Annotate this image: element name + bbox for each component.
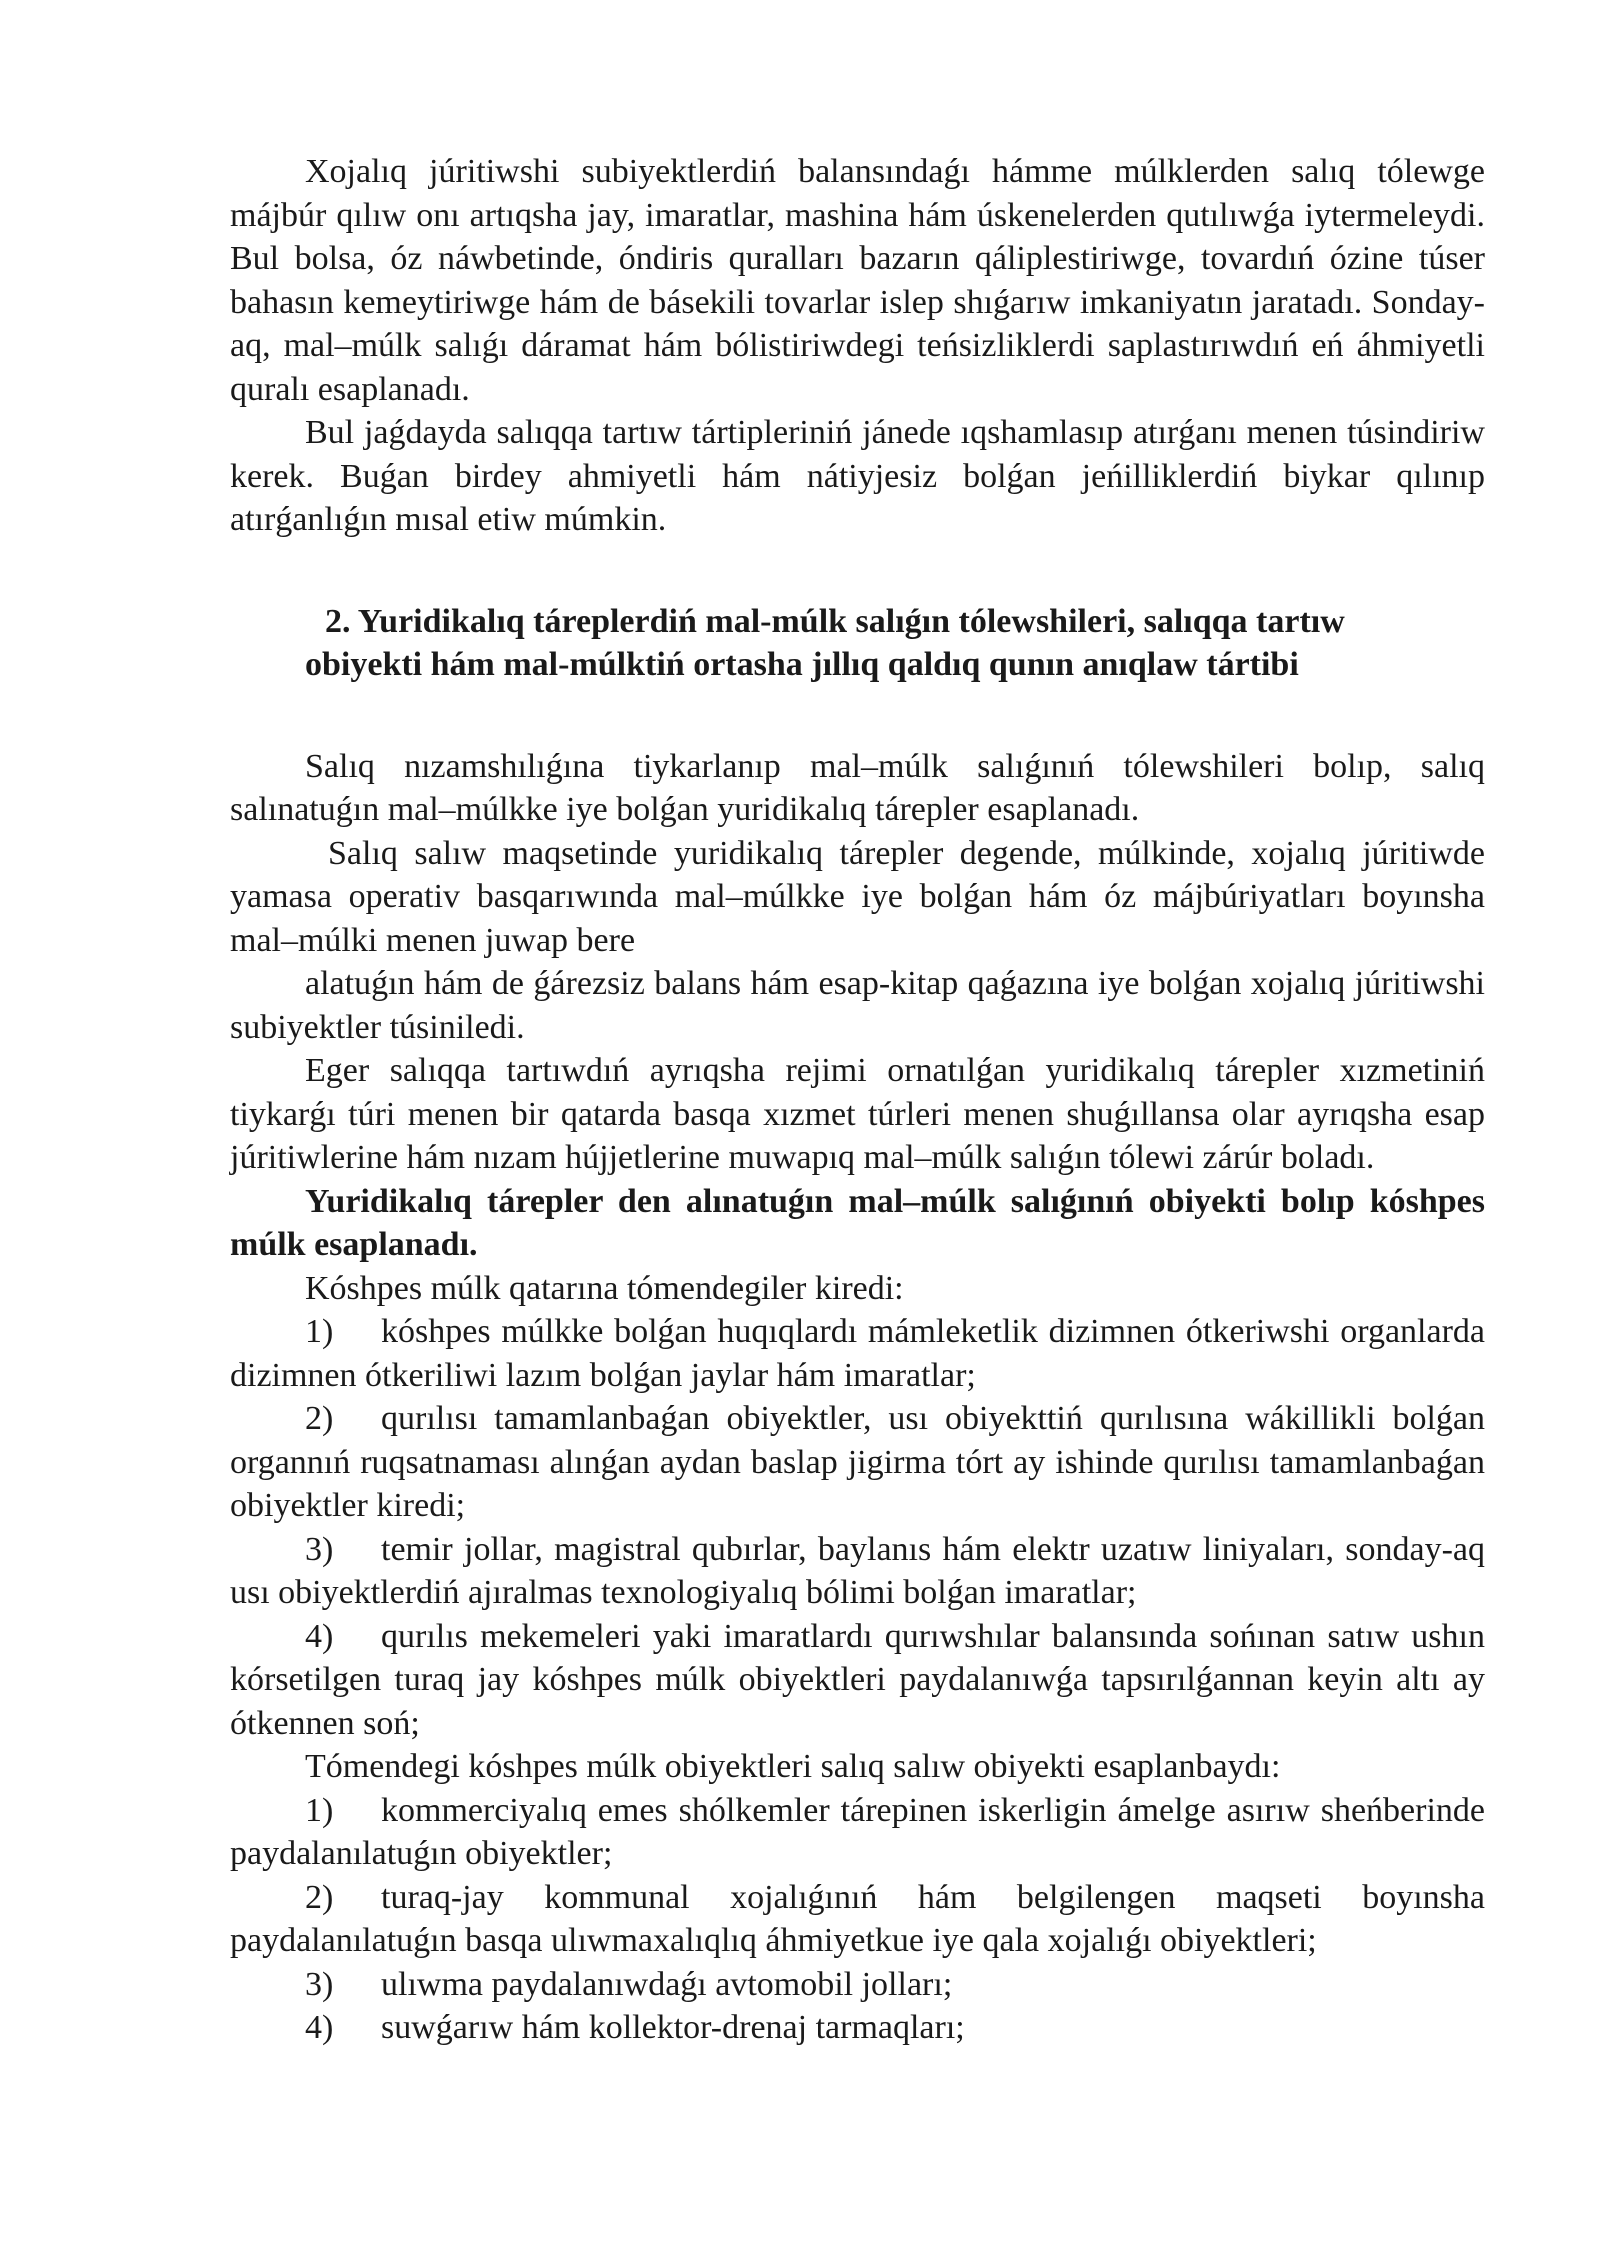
- section-heading-line: 2. Yuridikalıq táreplerdiń mal-múlk salıǵın tólewshileri, salıqqa tartıw: [325, 602, 1345, 640]
- list-item-text: kóshpes múlkke bolǵan huqıqlardı mámleketlik dizimnen ótkeriwshi organlarda dizimnen ótkeriliwi lazım bolǵan jaylar hám imaratlar;: [230, 1313, 1485, 1394]
- paragraph: Salıq salıw maqsetinde yuridikalıq tárepler degende, múlkinde, xojalıq júritiwde yamasa operativ basqarıwında mal–múlkke iye bolǵan hám óz májbúriyatları boyınsha mal–múlki menen juwap bere: [230, 834, 1485, 959]
- list-item-text: ulıwma paydalanıwdaǵı avtomobil jolları;: [381, 1965, 953, 2003]
- paragraph: Tómendegi kóshpes múlk obiyektleri salıq salıw obiyekti esaplanbaydı:: [305, 1748, 1281, 1785]
- list-exempt-objects: [230, 1789, 1485, 2050]
- list-item-text: kommerciyalıq emes shólkemler tárepinen iskerligin ámelge asırıw sheńberinde paydalanılatuǵın obiyektler;: [230, 1791, 1485, 1872]
- list-item: [230, 1397, 1485, 1528]
- list-item: [230, 1876, 1485, 1963]
- list-item-number: 3): [305, 1965, 334, 2003]
- list-item: [230, 2006, 1485, 2050]
- list-item-number: 1): [305, 1313, 334, 1350]
- list-taxable-objects: [230, 1310, 1485, 1745]
- document-page: [230, 150, 1485, 2050]
- section-heading-line: obiyekti hám mal-múlktiń ortasha jıllıq qaldıq qunın anıqlaw tártibi: [305, 646, 1299, 683]
- paragraph: Salıq nızamshılıǵına tiykarlanıp mal–múlk salıǵınıń tólewshileri bolıp, salıq salınatuǵın mal–múlkke iye bolǵan yuridikalıq tárepler esaplanadı.: [230, 747, 1485, 828]
- list-item: [230, 1789, 1485, 1876]
- list-item-number: 3): [305, 1530, 334, 1568]
- section-heading: [305, 600, 1485, 687]
- list-item: [230, 1615, 1485, 1746]
- list-item-text: temir jollar, magistral qubırlar, baylanıs hám elektr uzatıw liniyaları, sonday-aq usı obiyektlerdiń ajıralmas texnologiyalıq bólimi bolǵan imaratlar;: [230, 1530, 1485, 1611]
- list-item: [230, 1528, 1485, 1615]
- list-item-text: suwǵarıw hám kollektor-drenaj tarmaqları;: [381, 2009, 965, 2046]
- list-item-text: qurılıs mekemeleri yaki imaratlardı qurıwshılar balansında sońınan satıw ushın kórsetilgen turaq jay kóshpes múlk obiyektleri paydalanıwǵa tapsırılǵannan keyin altı ay ótkennen soń;: [230, 1617, 1485, 1742]
- list-item: [230, 1310, 1485, 1397]
- list-item-text: qurılısı tamamlanbaǵan obiyektler, usı obiyekttiń qurılısına wákillikli bolǵan organnıń ruqsatnaması alınǵan aydan baslap jigirma tórt ay ishinde qurılısı tamamlanbaǵan obiyektler kiredi;: [230, 1400, 1485, 1524]
- bold-paragraph: Yuridikalıq tárepler den alınatuǵın mal–múlk salıǵınıń obiyekti bolıp kóshpes múlk esaplanadı.: [230, 1182, 1485, 1263]
- paragraph: Xojalıq júritiwshi subiyektlerdiń balansındaǵı hámme múlklerden salıq tólewge májbúr qılıw onı artıqsha jay, imaratlar, mashina hám úskenelerden qutılıwǵa iytermeleydi. Bul bolsa, óz náwbetinde, óndiris quralları bazarın qáliplestiriwge, tovardıń ózine túser bahasın kemeytiriwge hám de básekili tovarlar islep shıǵarıw imkaniyatın jaratadı. Sonday-aq, mal–múlk salıǵı dáramat hám bólistiriwdegi teńsizliklerdi saplastırıwdıń eń áhmiyetli quralı esaplanadı.: [230, 153, 1485, 408]
- list-item-number: 4): [305, 1617, 334, 1655]
- paragraph: Eger salıqqa tartıwdıń ayrıqsha rejimi ornatılǵan yuridikalıq tárepler xızmetiniń tiykarǵı túri menen bir qatarda basqa xızmet túrleri menen shuǵıllansa olar ayrıqsha esap júritiwlerine hám nızam hújjetlerine muwapıq mal–múlk salıǵın tólewi zárúr boladı.: [230, 1052, 1485, 1176]
- paragraph: Bul jaǵdayda salıqqa tartıw tártipleriniń jánede ıqshamlasıp atırǵanı menen túsindiriw kerek. Buǵan birdey ahmiyetli hám nátiyjesiz bolǵan jeńilliklerdiń biykar qılınıp atırǵanlıǵın mısal etiw múmkin.: [230, 414, 1485, 538]
- list-item-number: 1): [305, 1791, 334, 1829]
- list-item-number: 2): [305, 1400, 334, 1437]
- list-item: [230, 1963, 1485, 2007]
- list-item-number: 4): [305, 2009, 334, 2046]
- paragraph: Kóshpes múlk qatarına tómendegiler kiredi:: [305, 1269, 904, 1307]
- list-item-number: 2): [305, 1878, 334, 1916]
- paragraph: alatuǵın hám de ǵárezsiz balans hám esap-kitap qaǵazına iye bolǵan xojalıq júritiwshi subiyektler túsiniledi.: [230, 965, 1485, 1046]
- list-item-text: turaq-jay kommunal xojalıǵınıń hám belgilengen maqseti boyınsha paydalanılatuǵın basqa ulıwmaxalıqlıq áhmiyetkue iye qala xojalıǵı obiyektleri;: [230, 1878, 1485, 1959]
